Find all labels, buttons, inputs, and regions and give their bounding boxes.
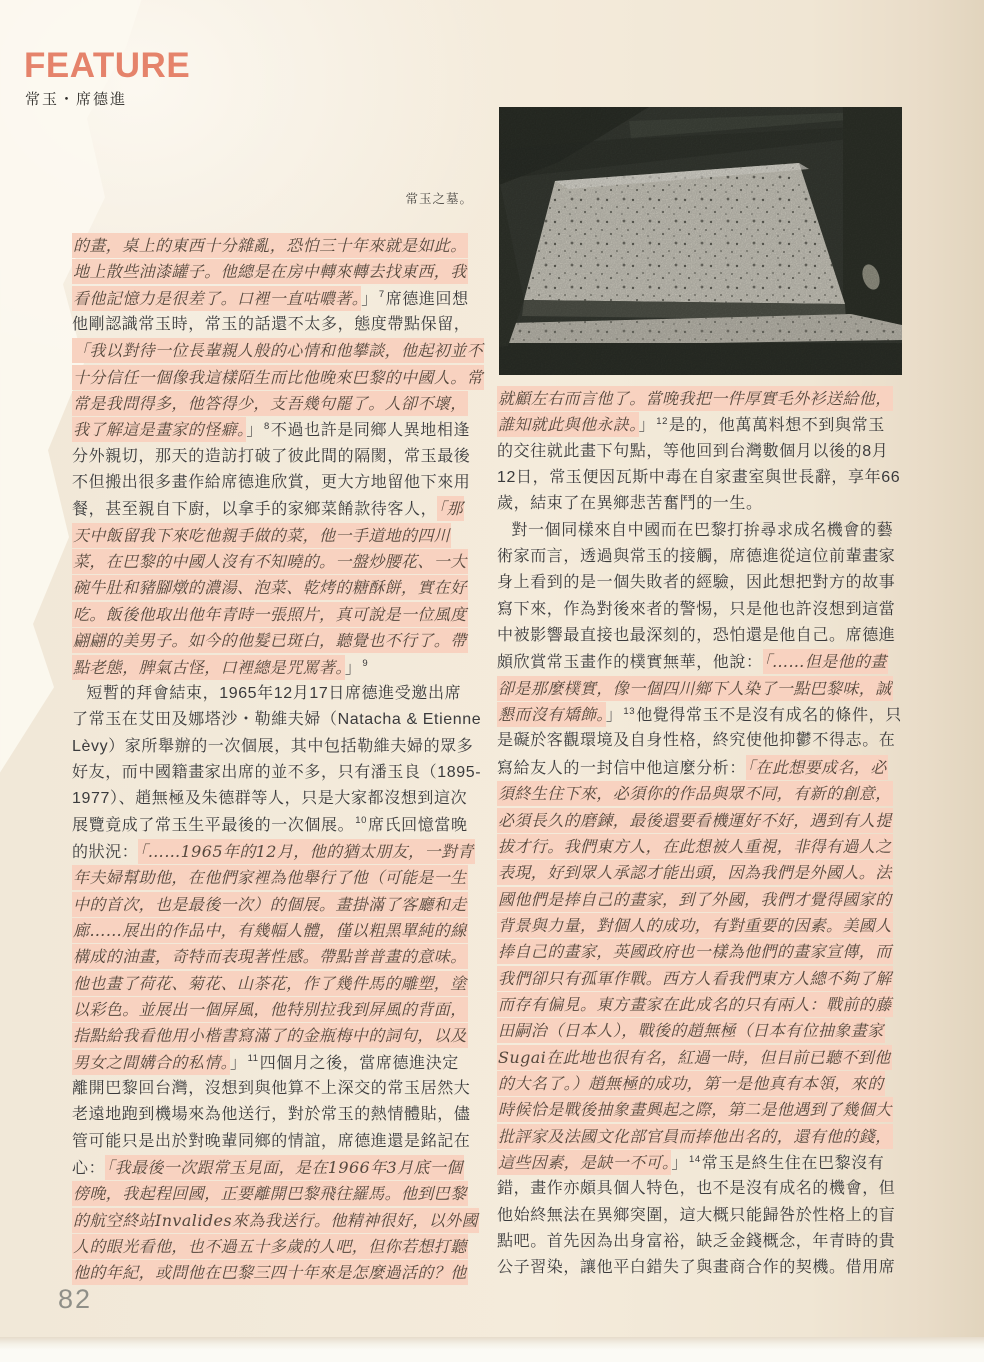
text-line <box>497 834 923 860</box>
footnote-marker: 9 <box>362 658 369 670</box>
text-line <box>72 1181 484 1207</box>
quoted-text: 年夫婦幫助他，在他們家裡為他舉行了他（可能是一生 <box>72 865 468 890</box>
text-line <box>72 944 484 970</box>
body-text: 身上看到的是一個失敗者的經驗，因此想把對方的故事 <box>497 574 896 592</box>
quoted-text: 國他們是捧自己的畫家，到了外國，我們才覺得國家的 <box>497 887 893 912</box>
text-line <box>72 417 484 443</box>
quoted-text: 須終生住下來，必須你的作品與眾不同，有新的創意， <box>497 781 893 806</box>
quoted-text: 地上散些油漆罐子。他總是在房中轉來轉去找東西，我 <box>72 259 468 284</box>
text-line <box>497 570 923 596</box>
text-line <box>72 839 484 865</box>
text-line <box>72 1050 484 1076</box>
body-text: 12日，常玉便因瓦斯中毒在自家畫室與世長辭，享年66 <box>497 469 901 487</box>
quoted-text: 這些因素，是缺一不可。 <box>497 1150 671 1175</box>
text-line <box>497 1229 923 1255</box>
body-text: 展覽竟成了常玉生平最後的一次個展。 <box>72 816 355 834</box>
body-text: 分外親切，那天的造訪打破了彼此間的隔閡，常玉最後 <box>72 447 471 465</box>
text-line <box>72 259 484 285</box>
text-line <box>497 781 923 807</box>
quoted-text: 中的首次，也是最後一次）的個展。畫掛滿了客廳和走 <box>72 892 468 917</box>
quoted-text: 構成的油畫，奇特而表現著性感。帶點普普畫的意味。 <box>72 944 468 969</box>
bottom-scan-edge <box>0 1337 984 1362</box>
text-line <box>497 1097 923 1123</box>
body-text: 他剛認識常玉時，常玉的話還不太多，態度帶點保留， <box>72 316 471 334</box>
footnote-marker: 10 <box>355 815 367 827</box>
body-text: 1977）、趙無極及朱德群等人，只是大家都沒想到這次 <box>72 790 468 808</box>
article-subtitle: 常玉・席德進 <box>25 91 128 108</box>
body-text: 老遠地跑到機場來為他送行，對於常玉的熱情體貼，儘 <box>72 1106 471 1124</box>
quoted-text: 誰知就此與他永訣。 <box>497 412 639 437</box>
text-line <box>497 1203 923 1229</box>
body-text: 餐，甚至親自下廚，以拿手的家鄉菜餚款待客人， <box>72 501 438 519</box>
page-number: 82 <box>58 1284 93 1314</box>
quoted-text: 「那 <box>437 496 464 521</box>
body-text: 」 <box>671 1154 689 1172</box>
quoted-text: 他的年紀，或問他在巴黎三四十年來是怎麼過活的？他 <box>72 1260 468 1285</box>
body-text: 」 <box>361 290 378 308</box>
quoted-text: 的航空終站Invalides來為我送行。他精神很好，以外國 <box>72 1208 479 1233</box>
body-text: 四個月之後，當席德進決定 <box>259 1054 459 1072</box>
text-line <box>72 496 484 522</box>
text-line <box>72 813 484 839</box>
body-text: 不過也許是同鄉人異地相逢 <box>270 422 471 440</box>
text-line <box>497 1071 923 1097</box>
body-text: 席氏回憶當晚 <box>367 816 468 834</box>
right-column <box>497 386 923 1282</box>
body-text: 管可能只是出於對晚輩同鄉的情誼，席德進還是銘記在 <box>72 1132 471 1150</box>
quoted-text: 「我以對待一位長輩親人般的心情和他攀談，他起初並不 <box>72 338 484 363</box>
quoted-text: 點老態，脾氣古怪，口裡總是咒罵著。 <box>72 655 345 680</box>
text-line <box>72 1102 484 1128</box>
quoted-text: 表現，好到眾人承認才能出頭，因為我們是外國人。法 <box>497 860 893 885</box>
text-line <box>497 597 923 623</box>
body-text: 頗欣賞常玉畫作的樸實無華，他說： <box>497 654 763 672</box>
text-line <box>72 1260 484 1286</box>
body-text: 他始終無法在異鄉突圍，這大概只能歸咎於性格上的盲 <box>497 1206 896 1224</box>
body-text: 」 <box>230 1054 247 1072</box>
footnote-marker: 7 <box>378 289 385 301</box>
text-line <box>72 865 484 891</box>
body-text: 不但搬出很多畫作給席德進欣賞，更大方地留他下來用 <box>72 474 471 492</box>
text-line <box>497 913 923 939</box>
text-line <box>72 312 484 338</box>
body-text: 術家而言，透過與常玉的接觸，席德進從這位前輩畫家 <box>497 548 896 566</box>
quoted-text: 卻是那麼樸實，像一個四川鄉下人染了一點巴黎味，誠 <box>497 676 893 701</box>
text-line <box>497 1176 923 1202</box>
text-line <box>72 1234 484 1260</box>
quoted-text: 菜，在巴黎的中國人沒有不知曉的。一盤炒腰花、一大 <box>72 549 468 574</box>
quoted-text: 人的眼光看他，也不過五十多歲的人吧，但你若想打聽 <box>72 1234 468 1259</box>
text-line <box>72 602 484 628</box>
text-line <box>72 971 484 997</box>
quoted-text: 男女之間媾合的私情。 <box>72 1050 230 1075</box>
text-line <box>497 728 923 754</box>
text-line <box>497 544 923 570</box>
text-line <box>497 518 923 544</box>
text-line <box>72 1155 484 1181</box>
body-text: 的交往就此畫下句點，等他回到台灣數個月以後的8月 <box>497 442 889 460</box>
quoted-text: 我們卻只有孤軍作戰。西方人看我們東方人總不夠了解 <box>497 966 893 991</box>
quoted-text: 背景與力量，對個人的成功，有對重要的因素。美國人 <box>497 913 893 938</box>
text-line <box>497 992 923 1018</box>
text-line <box>72 470 484 496</box>
text-line <box>497 676 923 702</box>
quoted-text: 以彩色。並展出一個屏風，他特別拉我到屏風的背面， <box>72 997 468 1022</box>
text-line <box>497 860 923 886</box>
text-line <box>497 1018 923 1044</box>
text-line <box>497 1045 923 1071</box>
text-line <box>497 966 923 992</box>
footnote-marker: 8 <box>264 421 270 433</box>
text-line <box>497 412 923 438</box>
text-line <box>497 887 923 913</box>
quoted-text: 天中飯留我下來吃他親手做的菜，他一手道地的四川 <box>72 523 451 548</box>
body-text: 歲，結束了在異鄉悲苦奮鬥的一生。 <box>497 495 763 513</box>
text-line <box>497 386 923 412</box>
text-line <box>497 755 923 781</box>
body-text: 」 <box>344 659 362 677</box>
text-line <box>497 623 923 649</box>
text-line <box>72 707 484 733</box>
quoted-text: 必須長久的磨鍊，最後還要看機運好不好，遇到有人提 <box>497 808 893 833</box>
body-text: 對一個同樣來自中國而在巴黎打拚尋求成名機會的藝 <box>511 521 894 539</box>
footnote-marker: 11 <box>247 1053 259 1065</box>
quoted-text: 吃。飯後他取出他年青時一張照片，真可說是一位風度 <box>72 602 468 627</box>
text-line <box>72 444 484 470</box>
quoted-text: 十分信任一個像我這樣陌生而比他晚來巴黎的中國人。常 <box>72 365 484 390</box>
body-text: Lèvy）家所舉辦的一次個展，其中包括勒維夫婦的眾多 <box>72 737 474 755</box>
body-text: 心： <box>72 1160 106 1178</box>
text-line <box>497 439 923 465</box>
quoted-text: 捧自己的畫家，英國政府也一樣為他們的畫家宣傳，而 <box>497 939 893 964</box>
text-line <box>72 892 484 918</box>
quoted-text: 而存有偏見。東方畫家在此成名的只有兩人：戰前的藤 <box>497 992 893 1017</box>
quoted-text: 「……但是他的畫 <box>763 649 888 674</box>
body-text: 席德進回想 <box>385 290 469 308</box>
body-text: 寫下來，作為對後來者的警惕，只是他也許沒想到這當 <box>497 600 896 618</box>
quoted-text: 拔才行。我們東方人，在此想被人重視，非得有過人之 <box>497 834 893 859</box>
text-line <box>72 549 484 575</box>
quoted-text: 常是我問得多，他答得少，支吾幾句罷了。人卻不壞， <box>72 391 468 416</box>
text-line <box>72 286 484 312</box>
text-line <box>497 1255 923 1281</box>
text-line <box>497 808 923 834</box>
text-line <box>72 760 484 786</box>
body-text: 寫給友人的一封信中他這麼分析： <box>497 759 747 777</box>
quoted-text: 「我最後一次跟常玉見面，是在1966年3月底一個 <box>105 1155 464 1180</box>
photo-caption: 常玉之墓。 <box>405 192 473 206</box>
text-line <box>72 655 484 681</box>
quoted-text: 懇而沒有矯飾。 <box>497 702 606 727</box>
text-line <box>72 1023 484 1049</box>
body-text: 錯，畫作亦頗具個人特色，也不是沒有成名的機會，但 <box>497 1180 896 1198</box>
body-text: 是的，他萬萬料想不到與常玉 <box>669 417 885 435</box>
body-text: 」 <box>605 707 623 725</box>
footnote-marker: 13 <box>623 705 636 717</box>
body-text: 的狀況： <box>72 843 139 861</box>
quoted-text: 指點給我看他用小楷書寫滿了的金瓶梅中的詞句，以及 <box>72 1023 468 1048</box>
body-text: 短暫的拜會結束，1965年12月17日席德進受邀出席 <box>86 684 462 702</box>
footnote-marker: 12 <box>656 416 668 428</box>
text-line <box>72 575 484 601</box>
text-line <box>497 465 923 491</box>
text-line <box>497 1150 923 1176</box>
quoted-text: 就顧左右而言他了。當晚我把一件厚實毛外衫送給他， <box>497 386 893 411</box>
text-line <box>497 1124 923 1150</box>
text-line <box>72 1076 484 1102</box>
text-line <box>497 649 923 675</box>
quoted-text: Sugai在此地也很有名，紅過一時，但目前已聽不到他 <box>497 1045 892 1070</box>
text-line <box>497 702 923 728</box>
quoted-text: 的大名了。）趙無極的成功，第一是他真有本領，來的 <box>497 1071 885 1096</box>
quoted-text: 傍晚，我起程回國，正要離開巴黎飛往羅馬。他到巴黎 <box>72 1181 468 1206</box>
text-line <box>72 734 484 760</box>
footnote-marker: 14 <box>689 1153 701 1165</box>
body-text: 了常玉在艾田及娜塔沙・勒維夫婦（Natacha & Etienne <box>72 711 482 729</box>
text-line <box>72 365 484 391</box>
body-text: 離開巴黎回台灣，沒想到與他算不上深交的常玉居然大 <box>72 1080 471 1097</box>
text-line <box>72 233 484 259</box>
quoted-text: 「在此想要成名，必 <box>746 755 888 780</box>
left-column <box>72 233 484 1287</box>
quoted-text: 的畫，桌上的東西十分雜亂，恐怕三十年來就是如此。 <box>72 233 468 258</box>
feature-label: FEATURE <box>24 46 191 85</box>
quoted-text: 碗牛肚和豬腳燉的濃湯、泡菜、乾烤的糖酥餅，實在好 <box>72 575 468 600</box>
text-line <box>72 681 484 707</box>
quoted-text: 田嗣治（日本人），戰後的趙無極（日本有位抽象畫家 <box>497 1018 885 1043</box>
grave-photo <box>499 107 902 375</box>
quoted-text: 廊……展出的作品中，有幾幅人體，僅以粗黑單純的線 <box>72 918 468 943</box>
quoted-text: 批評家及法國文化部官員而捧他出名的，還有他的錢， <box>497 1124 893 1149</box>
quoted-text: 他也畫了荷花、菊花、山茶花，作了幾件馬的雕塑，塗 <box>72 971 468 996</box>
text-line <box>72 1208 484 1234</box>
quoted-text: 「……1965年的12月，他的猶太朋友，一對青 <box>138 839 474 864</box>
body-text: 好友，而中國籍畫家出席的並不多，只有潘玉良（1895- <box>72 763 482 781</box>
quoted-text: 翩翩的美男子。如今的他髮已斑白，聽覺也不行了。帶 <box>72 628 468 653</box>
text-line <box>72 628 484 654</box>
body-text: 」 <box>638 417 656 435</box>
text-line <box>497 939 923 965</box>
quoted-text: 我了解這是畫家的怪癖。 <box>72 417 246 442</box>
text-line <box>72 1129 484 1155</box>
quoted-text: 時候恰是戰後抽象畫興起之際，第二是他遇到了幾個大 <box>497 1097 893 1122</box>
text-line <box>72 997 484 1023</box>
text-line <box>72 338 484 364</box>
text-line <box>72 786 484 812</box>
body-text: 常玉是終生住在巴黎沒有 <box>701 1154 885 1172</box>
text-line <box>497 491 923 517</box>
body-text: 他覺得常玉不是沒有成名的條件，只 <box>636 707 902 725</box>
body-text: 」 <box>246 422 264 440</box>
text-line <box>72 523 484 549</box>
text-line <box>72 391 484 417</box>
body-text: 是礙於客觀環境及自身性格，終究使他抑鬱不得志。在 <box>497 732 896 750</box>
body-text: 公子習染，讓他平白錯失了與畫商合作的契機。借用席 <box>497 1259 896 1277</box>
body-text: 中被影響最直接也最深刻的，恐怕還是他自己。席德進 <box>497 627 896 645</box>
body-text: 點吧。首先因為出身富裕，缺乏金錢概念，年青時的貴 <box>497 1233 896 1250</box>
text-line <box>72 918 484 944</box>
quoted-text: 看他記憶力是很差了。口裡一直咕噥著。 <box>72 286 361 311</box>
